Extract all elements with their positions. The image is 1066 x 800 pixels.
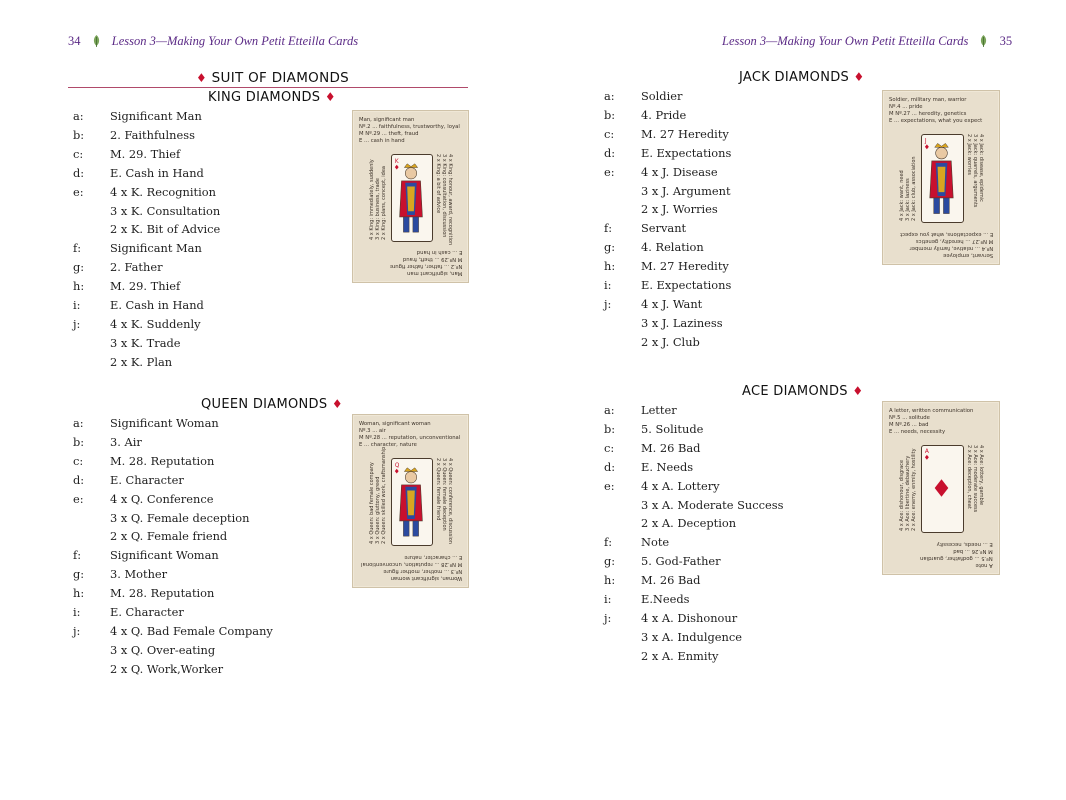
section-title-text: QUEEN DIAMONDS [201, 397, 328, 412]
list-item [604, 276, 904, 295]
item-text: M. 28. Reputation [110, 586, 215, 601]
list-item [73, 660, 373, 679]
card-caption-right [435, 154, 453, 245]
item-text: 2. Faithfulness [110, 127, 195, 142]
card-caption-top [359, 117, 460, 145]
item-text: Servant [641, 221, 687, 236]
item-text: Significant Woman [110, 548, 219, 563]
item-text: 2 x K. Bit of Advice [110, 222, 221, 237]
item-label: j: [73, 623, 81, 638]
list-item [73, 353, 373, 372]
diamond-icon [395, 165, 399, 170]
card-face [921, 134, 964, 223]
card-image-ace [882, 401, 1000, 575]
list-item [604, 314, 904, 333]
list-item [73, 126, 373, 145]
right-running-head [722, 34, 1012, 49]
card-caption-line: E ... needs, necessity [889, 429, 946, 435]
item-text: 2. Father [110, 260, 163, 275]
card-caption-line: 4 x Queen: bad female company [369, 462, 375, 544]
card-caption-line: 3 x King: business, trade [375, 178, 381, 240]
item-text: Significant Woman [110, 416, 219, 430]
list-item [604, 106, 904, 125]
item-text: 3 x A. Moderate Success [641, 497, 784, 512]
card-caption-line: M Nº.28 ... reputation, unconventional [359, 435, 461, 441]
item-text: E. Cash in Hand [110, 165, 204, 180]
item-label: h: [73, 586, 85, 601]
list-item [604, 333, 904, 352]
item-label: j: [73, 316, 81, 331]
suit-title-text: SUIT OF DIAMONDS [211, 70, 350, 86]
item-text: Soldier [641, 89, 683, 103]
section-title-text: ACE DIAMONDS [742, 384, 848, 399]
item-text: E. Cash in Hand [110, 298, 204, 312]
item-text: E. Needs [641, 459, 694, 474]
card-rank: K [394, 158, 399, 165]
card-caption-line: M Nº.26 ... bad [889, 422, 929, 428]
list-item [73, 603, 373, 622]
item-label: j: [604, 296, 612, 311]
diamond-icon: ♦ [324, 90, 336, 104]
item-label: c: [604, 440, 615, 455]
list-item [73, 641, 373, 660]
item-text: E. Expectations [641, 278, 732, 292]
item-text: 3 x Q. Over-eating [110, 642, 216, 657]
left-running-title: Lesson 3—Making Your Own Petit Etteilla Cards [111, 34, 359, 48]
card-caption-line: 3 x Jack: laziness [905, 178, 911, 221]
card-caption-line: Soldier, military man, warrior [889, 97, 967, 103]
item-text: M. 26 Bad [641, 573, 701, 588]
item-text: M. 27 Heredity [641, 126, 729, 141]
card-caption-line: Nº.4 ... pride [889, 104, 923, 110]
item-text: E. Character [110, 605, 184, 619]
item-label: f: [604, 221, 613, 236]
list-item [73, 220, 373, 239]
list-item [604, 219, 904, 238]
list-item [604, 87, 904, 106]
suit-title [196, 70, 349, 86]
diamond-icon: ♦ [331, 397, 343, 411]
card-caption-line: 2 x Jack: club, association [911, 156, 917, 221]
item-text: 3. Mother [110, 567, 168, 582]
card-image-jack [882, 90, 1000, 265]
item-text: 2 x Q. Work,Worker [110, 661, 224, 676]
card-caption-line: Woman, significant woman [359, 421, 431, 427]
card-caption-line: Nº.5 ... godfather, guardian [920, 555, 993, 561]
item-text: 5. God-Father [641, 554, 721, 569]
item-label: g: [604, 554, 616, 569]
card-face [391, 154, 433, 242]
item-label: i: [73, 298, 81, 312]
card-caption-line: Servant, employee [942, 252, 993, 258]
item-label: a: [604, 403, 615, 417]
card-caption-left [899, 448, 917, 531]
item-text: 2 x A. Deception [641, 516, 737, 531]
card-caption-line: 2 x Queen: skilled work, craftsmanship [381, 446, 387, 544]
list-item [73, 584, 373, 603]
card-caption-line: 2 x Ace: enemy, enmity, hostility [911, 448, 917, 531]
item-text: 4 x A. Dishonour [641, 610, 738, 625]
leaf-icon [92, 35, 101, 47]
card-caption-right [966, 134, 984, 207]
card-caption-line: 3 x Queen: gluttony, greed [375, 476, 381, 544]
item-text: 2 x J. Club [641, 334, 700, 349]
card-face [391, 458, 433, 546]
item-text: 4 x Q. Bad Female Company [110, 623, 273, 638]
court-figure-icon [400, 468, 423, 536]
item-text: 2 x K. Plan [110, 354, 173, 369]
court-figure-icon [930, 143, 953, 213]
card-caption-line: E ... cash in hand [416, 249, 462, 255]
card-caption-line: 3 x King: consultation, discussion [441, 154, 447, 238]
item-label: a: [604, 89, 615, 103]
card-caption-line: A letter, written communication [889, 408, 974, 414]
list-item [73, 433, 373, 452]
card-caption-line: 4 x Jack: want, need [899, 170, 905, 221]
item-text: Significant Man [110, 109, 202, 123]
card-caption-line: 4 x Ace: lottery, gamble [978, 445, 984, 506]
card-caption-line: M Nº.29 ... theft, fraud [359, 131, 419, 137]
list-item [73, 202, 373, 221]
item-label: c: [73, 146, 84, 161]
list-item [73, 471, 373, 490]
card-caption-left [899, 156, 917, 221]
diamond-pip-icon [935, 479, 949, 497]
card-caption-line: M Nº.28 ... reputation, unconventional [360, 561, 462, 567]
card-caption-line: 2 x Ace: deception, cheat [966, 445, 972, 509]
card-caption-line: 4 x Ace: dishonour, disgrace [899, 459, 905, 531]
list-item [73, 258, 373, 277]
item-text: 3 x Q. Female deception [110, 510, 250, 525]
list-item [73, 565, 373, 584]
card-caption-line: 3 x Jack: quarrels, arguments [972, 134, 978, 208]
item-label: d: [604, 459, 616, 474]
item-label: d: [73, 165, 85, 180]
item-label: g: [73, 260, 85, 275]
list-item [604, 571, 904, 590]
list-item [73, 164, 373, 183]
leaf-icon [979, 35, 988, 47]
item-text: 4 x K. Suddenly [110, 316, 201, 331]
list-item [73, 527, 373, 546]
item-label: c: [604, 126, 615, 141]
diamond-icon [395, 469, 399, 474]
item-text: 4 x K. Recognition [110, 184, 216, 199]
list-item [604, 200, 904, 219]
item-label: c: [73, 453, 84, 468]
list-item [604, 609, 904, 628]
item-label: b: [604, 107, 616, 122]
list-item [604, 144, 904, 163]
diamond-icon [925, 455, 929, 460]
item-label: h: [604, 259, 616, 274]
list-item [604, 439, 904, 458]
item-text: M. 29. Thief [110, 146, 181, 161]
list-item [604, 182, 904, 201]
card-caption-bottom [920, 540, 993, 568]
list-item [73, 277, 373, 296]
card-caption-bottom [900, 230, 993, 258]
item-text: E. Expectations [641, 145, 732, 160]
item-text: 3 x K. Consultation [110, 203, 221, 218]
list-item [604, 628, 904, 647]
card-caption-line: E ... character, nature [359, 442, 417, 448]
card-caption-line: 3 x Queen: female deception [441, 458, 447, 531]
item-label: b: [73, 127, 85, 142]
item-text: 2 x A. Enmity [641, 648, 719, 663]
card-caption-line: Nº.4 ... relative, family member [909, 245, 993, 251]
list-item [73, 315, 373, 334]
section-title-king [208, 90, 336, 105]
card-caption-line: M Nº.27 ... heredity, genetics [889, 111, 967, 117]
list-item [604, 401, 904, 420]
card-caption-line: M Nº.29 ... theft, fraud [402, 256, 462, 262]
card-caption-line: E ... expectations, what you expect [889, 118, 983, 124]
card-caption-line: 2 x King: a bit of advice [435, 154, 441, 214]
card-caption-line: 4 x Queen: conference, discussion [447, 458, 453, 544]
item-text: 4 x A. Lottery [641, 478, 720, 493]
card-caption-line: M Nº.27 ... heredity, genetics [915, 238, 993, 244]
card-caption-line: E ... character, nature [404, 554, 462, 560]
item-text: 4 x J. Disease [641, 164, 718, 179]
diamond-icon: ♦ [852, 384, 864, 398]
card-caption-line: Man, significant man [359, 117, 415, 123]
card-caption-right [435, 458, 453, 544]
item-label: g: [604, 240, 616, 255]
card-caption-line: Nº.3 ... air [359, 428, 386, 434]
item-text: 2 x Q. Female friend [110, 529, 228, 544]
card-caption-line: E ... expectations, what you expect [899, 231, 993, 237]
right-page-number: 35 [999, 34, 1013, 48]
item-text: M. 26 Bad [641, 440, 701, 455]
card-caption-bottom [390, 248, 462, 276]
card-caption-top [359, 421, 460, 449]
item-label: f: [604, 535, 613, 550]
diamond-icon [925, 144, 929, 149]
item-text: 3 x K. Trade [110, 335, 181, 350]
item-label: e: [604, 478, 615, 493]
card-caption-left [369, 447, 387, 544]
item-label: a: [73, 416, 84, 430]
card-caption-right [966, 445, 984, 512]
court-figure-icon [400, 164, 423, 232]
left-page-number: 34 [68, 34, 81, 48]
card-caption-line: A note [975, 562, 993, 568]
diamond-icon: ♦ [853, 70, 865, 84]
card-caption-line: Nº.3 ... mother, mother figure [383, 568, 462, 574]
item-text: 5. Solitude [641, 421, 704, 436]
item-text: 3 x A. Indulgence [641, 629, 742, 644]
item-text: 3. Air [110, 434, 142, 449]
item-text: E.Needs [641, 592, 690, 606]
card-caption-line: Man, significant man [406, 270, 462, 276]
item-text: 4. Pride [641, 107, 687, 122]
left-running-head [68, 34, 358, 49]
list-item [604, 590, 904, 609]
section-title-jack [739, 70, 865, 85]
list-item [73, 107, 373, 126]
item-text: 3 x J. Argument [641, 183, 731, 198]
list-item [73, 183, 373, 202]
playing-card-figure [922, 135, 961, 220]
item-label: d: [604, 145, 616, 160]
card-caption-bottom [361, 553, 462, 581]
list-item [73, 145, 373, 164]
item-label: a: [73, 109, 84, 123]
item-text: Note [641, 535, 670, 550]
item-text: M. 27 Heredity [641, 259, 729, 274]
item-label: b: [73, 434, 85, 449]
list-item [73, 334, 373, 353]
item-text: 4. Relation [641, 240, 704, 255]
card-image-queen [352, 414, 469, 588]
item-label: i: [604, 278, 612, 292]
item-text: 2 x J. Worries [641, 202, 718, 217]
list-item [604, 552, 904, 571]
item-text: M. 29. Thief [110, 279, 181, 294]
item-label: e: [604, 164, 615, 179]
item-text: 4 x Q. Conference [110, 491, 214, 506]
card-caption-line: 4 x Jack: disease, epidemic [978, 134, 984, 202]
card-caption-line: 3 x Ace: moderate success [972, 445, 978, 513]
list-item [73, 296, 373, 315]
card-caption-line: Woman, significant woman [390, 575, 462, 581]
card-caption-line: Nº.2 ... faithfulness, trustworthy, loyal [359, 124, 460, 130]
card-face [921, 445, 964, 533]
section-title-text: KING DIAMONDS [208, 90, 321, 105]
diamond-icon: ♦ [196, 71, 208, 85]
card-rank: J [924, 138, 927, 145]
list-item [604, 257, 904, 276]
card-rank: Q [394, 462, 400, 469]
card-caption-line: Nº.5 ... solitude [889, 415, 930, 421]
card-rank: A [924, 448, 929, 455]
list-item [73, 622, 373, 641]
card-caption-top [889, 97, 982, 125]
item-label: f: [73, 241, 82, 256]
item-label: b: [604, 421, 616, 436]
item-label: i: [604, 592, 612, 606]
list-item [604, 420, 904, 439]
item-label: e: [73, 184, 84, 199]
list-item [73, 490, 373, 509]
item-label: h: [604, 573, 616, 588]
card-caption-line: 2 x King: plans, concept, idea [381, 165, 387, 240]
card-caption-line: 4 x King: immediately, suddenly [369, 159, 375, 240]
item-text: E. Character [110, 472, 184, 487]
list-item [73, 239, 373, 258]
item-label: i: [73, 605, 81, 619]
right-running-title: Lesson 3—Making Your Own Petit Etteilla Cards [722, 34, 969, 48]
list-item [604, 533, 904, 552]
item-text: 3 x J. Laziness [641, 315, 723, 330]
card-image-king [352, 110, 469, 283]
item-text: Significant Man [110, 241, 202, 256]
list-item [73, 414, 373, 433]
list-item [604, 514, 904, 533]
list-item [73, 509, 373, 528]
playing-card-figure [392, 459, 430, 543]
card-caption-line: E ... cash in hand [359, 138, 405, 144]
card-caption-line: 3 x Ace: libertine, debauchery [905, 455, 911, 531]
item-text: Letter [641, 403, 677, 417]
list-item [604, 295, 904, 314]
suit-title-rule [68, 87, 468, 88]
list-item [604, 647, 904, 666]
card-caption-line: M Nº.26 ... bad [953, 548, 993, 554]
card-caption-line: 4 x King: honour, award, recognition [447, 154, 453, 246]
card-caption-left [369, 159, 387, 240]
item-label: j: [604, 610, 612, 625]
card-caption-line: E ... needs, necessity [936, 541, 993, 547]
list-item [604, 496, 904, 515]
card-caption-line: 2 x Jack: worries [966, 134, 972, 176]
item-label: f: [73, 548, 82, 563]
playing-card-figure [392, 155, 430, 239]
card-caption-line: 2 x Queen: female friend [435, 458, 441, 521]
list-item [604, 238, 904, 257]
section-title-ace [742, 384, 863, 399]
item-label: h: [73, 279, 85, 294]
item-label: g: [73, 567, 85, 582]
list-item [604, 125, 904, 144]
item-text: 4 x J. Want [641, 296, 703, 311]
list-item [73, 452, 373, 471]
list-item [604, 458, 904, 477]
list-item [604, 477, 904, 496]
card-caption-top [889, 408, 973, 436]
item-label: d: [73, 472, 85, 487]
item-label: e: [73, 491, 84, 506]
section-title-queen [201, 397, 343, 412]
playing-card-figure [922, 446, 961, 530]
item-text: M. 28. Reputation [110, 453, 215, 468]
section-title-text: JACK DIAMONDS [739, 70, 850, 85]
list-item [604, 163, 904, 182]
card-caption-line: Nº.2 ... father, father figure [389, 263, 462, 269]
list-item [73, 546, 373, 565]
